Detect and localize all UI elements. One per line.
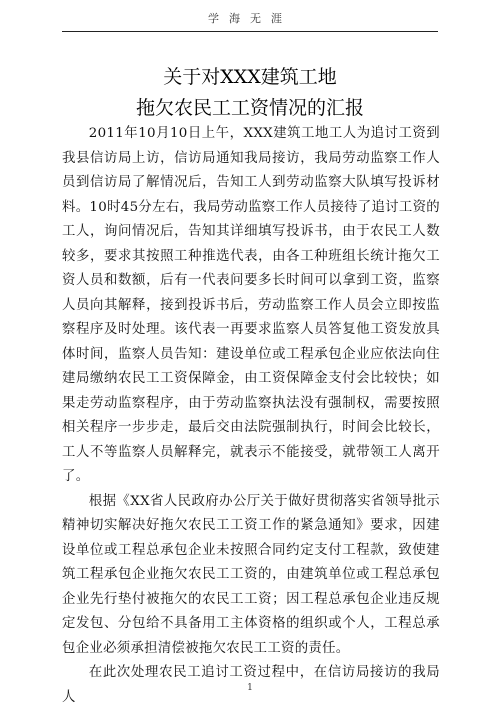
document-title (60, 62, 440, 124)
title-line-2: 拖欠农民工工资情况的汇报 (135, 97, 364, 119)
running-header: 学海无涯 (208, 12, 292, 25)
title-line-1: 关于对XXX建筑工地 (163, 66, 337, 88)
paragraph-3: 在此次处理农民工追讨工资过程中，在信访局接访的我局人 (62, 665, 440, 705)
header-divider (62, 31, 438, 32)
paragraph-1: 2011年10月10日上午，XXX建筑工地工人为追讨工资到我县信访局上访，信访局通知我局接访，我局劳动监察工作人员到信访局了解情况后，告知工人到劳动监察大队填写投诉材料。10时45分左右，我局劳动监察工作人员接待了追讨工资的工人，询问情况后，告知其详细填写投诉书，由于农民工人数较多，要求其按照工种推选代表，由各工种班组长统计拖欠工资人员和数额，后有一代表问要多长时间可以拿到工资，监察人员向其解释，接到投诉书后，劳动监察工作人员会立即按监察程序及时处理。该代表一再要求监察人员答复他工资发放具体时间，监察人员告知：建设单位或工程承包企业应依法向住建局缴纳农民工工资保障金，由工资保障金支付会比较快；如果走劳动监察程序，由于劳动监察执法没有强制权，需要按照相关程序一步步走，最后交由法院强制执行，时间会比较长，工人不等监察人员解释完，就表示不能接受，就带领工人离开了。 (62, 126, 440, 484)
paragraph-2: 根据《XX省人民政府办公厅关于做好贯彻落实省领导批示精神切实解决好拖欠农民工工资工作的紧急通知》要求，因建设单位或工程总承包企业未按照合同约定支付工程款，致使建筑工程承包企业拖欠农民工工资的，由建筑单位或工程总承包企业先行垫付被拖欠的农民工工资；因工程总承包企业违反规定发包、分包给不具备用工主体资格的组织或个人，工程总承包企业必须承担清偿被拖欠农民工工资的责任。 (62, 493, 440, 656)
document-body (62, 122, 440, 710)
page-number: 1 (247, 683, 253, 693)
